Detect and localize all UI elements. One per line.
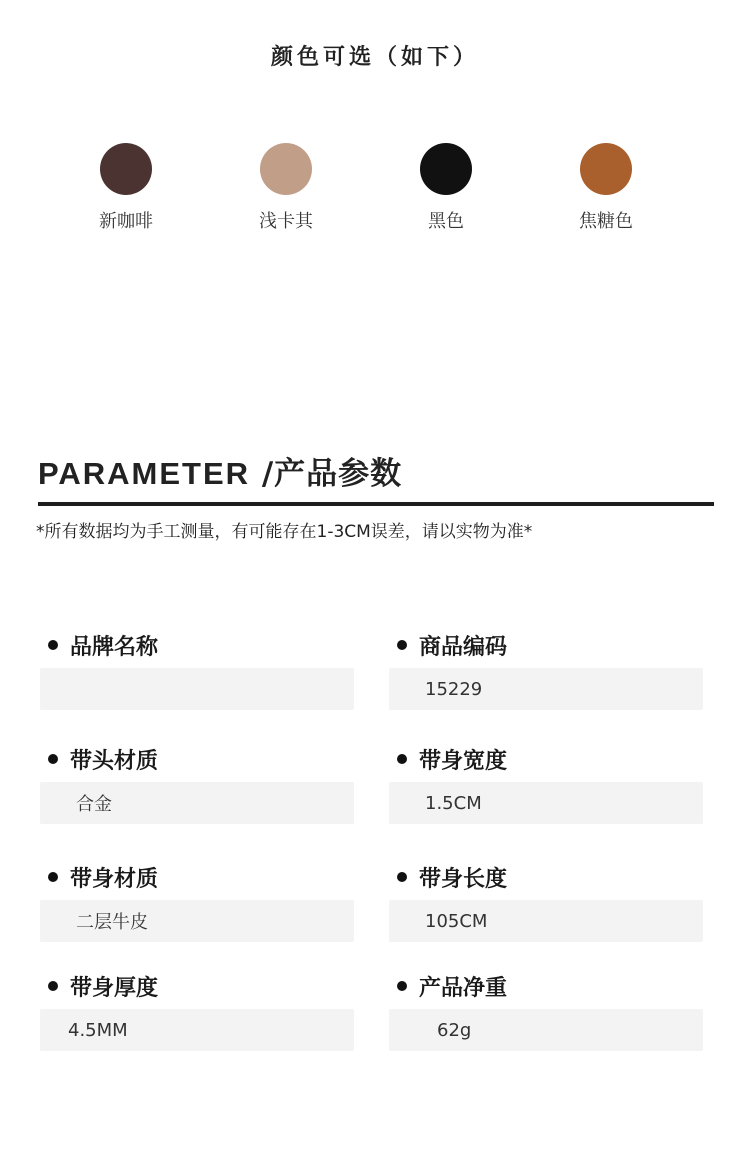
- field-label: 产品净重: [419, 975, 508, 1001]
- color-dot: [100, 143, 152, 195]
- color-dot: [420, 143, 472, 195]
- field-label: 带身长度: [419, 866, 508, 892]
- field-value: 1.5CM: [389, 782, 703, 824]
- bullet-icon: [397, 872, 407, 882]
- color-swatch-new-coffee: [71, 143, 181, 233]
- field-value: 4.5MM: [40, 1009, 354, 1051]
- color-dot: [260, 143, 312, 195]
- color-swatch-caramel: [551, 143, 661, 233]
- field-buckle-material: [40, 744, 356, 824]
- field-strap-material: [40, 862, 356, 942]
- parameter-title-cn: /产品参数: [250, 456, 403, 492]
- field-product-code: [389, 630, 705, 710]
- bullet-icon: [48, 872, 58, 882]
- field-label: 带身宽度: [419, 748, 508, 774]
- color-name: 浅卡其: [259, 211, 313, 232]
- measurement-note: *所有数据均为手工测量，有可能存在1-3CM误差，请以实物为准*: [36, 522, 533, 542]
- bullet-icon: [48, 754, 58, 764]
- color-swatch-black: [391, 143, 501, 233]
- title-divider: [38, 502, 714, 506]
- color-name: 新咖啡: [99, 211, 153, 232]
- field-label: 商品编码: [419, 634, 508, 660]
- color-swatch-light-khaki: [231, 143, 341, 233]
- parameter-title-en: PARAMETER: [38, 456, 251, 491]
- bullet-icon: [397, 981, 407, 991]
- bullet-icon: [397, 754, 407, 764]
- colors-title: 颜色可选（如下）: [270, 45, 479, 70]
- field-strap-length: [389, 862, 705, 942]
- field-value: 合金: [40, 782, 354, 824]
- color-name: 焦糖色: [579, 211, 633, 232]
- field-value: 62g: [389, 1009, 703, 1051]
- field-value: 15229: [389, 668, 703, 710]
- field-label: 带身厚度: [70, 975, 159, 1001]
- color-name: 黑色: [428, 211, 464, 232]
- field-label: 带身材质: [70, 866, 159, 892]
- field-net-weight: [389, 971, 705, 1051]
- bullet-icon: [48, 640, 58, 650]
- field-label: 品牌名称: [70, 634, 159, 660]
- field-strap-width: [389, 744, 705, 824]
- parameter-title: [38, 448, 402, 493]
- field-label: 带头材质: [70, 748, 159, 774]
- field-value: [40, 668, 354, 710]
- field-strap-thickness: [40, 971, 356, 1051]
- bullet-icon: [397, 640, 407, 650]
- field-brand-name: [40, 630, 356, 710]
- color-dot: [580, 143, 632, 195]
- field-value: 105CM: [389, 900, 703, 942]
- field-value: 二层牛皮: [40, 900, 354, 942]
- bullet-icon: [48, 981, 58, 991]
